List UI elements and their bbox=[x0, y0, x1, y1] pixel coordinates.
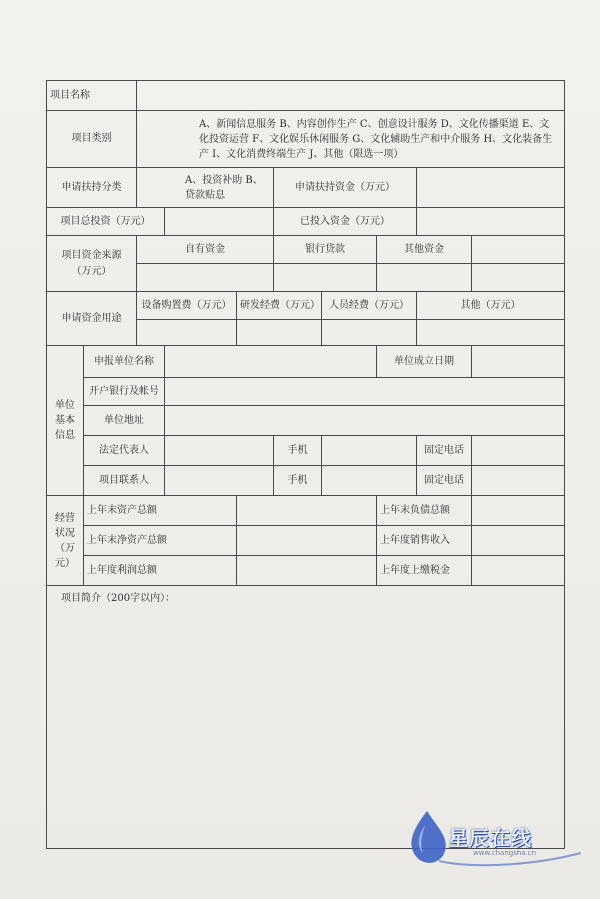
row-address bbox=[47, 406, 565, 436]
net-assets-field[interactable] bbox=[237, 526, 377, 556]
contact-mobile-label: 手机 bbox=[274, 466, 322, 496]
fund-source-spare-cell bbox=[472, 264, 565, 292]
sales-income-field[interactable] bbox=[472, 526, 565, 556]
total-assets-label: 上年末资产总额 bbox=[84, 496, 237, 526]
fund-use-col-personnel: 人员经费（万元） bbox=[322, 292, 417, 320]
address-label: 单位地址 bbox=[84, 406, 165, 436]
tax-paid-label: 上年度上缴税金 bbox=[377, 556, 472, 586]
fund-source-col-other: 其他资金 bbox=[377, 236, 472, 264]
total-investment-label: 项目总投资（万元） bbox=[47, 208, 165, 236]
bank-label: 开户银行及帐号 bbox=[84, 378, 165, 406]
net-assets-label: 上年末净资产总额 bbox=[84, 526, 237, 556]
fund-other-field[interactable] bbox=[377, 264, 472, 292]
fund-own-field[interactable] bbox=[137, 264, 274, 292]
sales-income-label: 上年度销售收入 bbox=[377, 526, 472, 556]
fund-equipment-field[interactable] bbox=[137, 320, 237, 346]
bank-field[interactable] bbox=[165, 378, 565, 406]
fund-use-col-other: 其他（万元） bbox=[417, 292, 565, 320]
fund-use-col-rnd: 研发经费（万元） bbox=[237, 292, 322, 320]
project-category-options[interactable]: A、新闻信息服务 B、内容创作生产 C、创意设计服务 D、文化传播渠道 E、文化投资运营 F、文化娱乐休闲服务 G、文化辅助生产和中介服务 H、文化装备生产 I、文化消费终端生产 J、其他（限选一项） bbox=[137, 111, 565, 168]
fund-source-label: 项目资金来源（万元） bbox=[47, 236, 137, 292]
fund-source-spare-cell bbox=[472, 236, 565, 264]
total-liabilities-label: 上年末负债总额 bbox=[377, 496, 472, 526]
fund-source-col-bank: 银行贷款 bbox=[274, 236, 377, 264]
contact-phone-label: 固定电话 bbox=[417, 466, 472, 496]
legal-rep-phone-field[interactable] bbox=[472, 436, 565, 466]
contact-phone-field[interactable] bbox=[472, 466, 565, 496]
total-assets-field[interactable] bbox=[237, 496, 377, 526]
legal-rep-field[interactable] bbox=[165, 436, 274, 466]
fund-bank-field[interactable] bbox=[274, 264, 377, 292]
row-fund-use-header bbox=[47, 292, 565, 320]
applicant-label: 申报单位名称 bbox=[84, 346, 165, 378]
row-total-investment bbox=[47, 208, 565, 236]
total-profit-field[interactable] bbox=[237, 556, 377, 586]
established-label: 单位成立日期 bbox=[377, 346, 472, 378]
invested-label: 已投入资金（万元） bbox=[274, 208, 417, 236]
fund-rnd-field[interactable] bbox=[237, 320, 322, 346]
contact-label: 项目联系人 bbox=[84, 466, 165, 496]
total-profit-label: 上年度利润总额 bbox=[84, 556, 237, 586]
total-investment-field[interactable] bbox=[165, 208, 274, 236]
contact-field[interactable] bbox=[165, 466, 274, 496]
watermark-brand: 星辰在线 bbox=[448, 826, 532, 850]
address-field[interactable] bbox=[165, 406, 565, 436]
fund-personnel-field[interactable] bbox=[322, 320, 417, 346]
support-fund-field[interactable] bbox=[417, 168, 565, 208]
row-assets bbox=[47, 496, 565, 526]
legal-rep-phone-label: 固定电话 bbox=[417, 436, 472, 466]
established-field[interactable] bbox=[472, 346, 565, 378]
contact-mobile-field[interactable] bbox=[322, 466, 417, 496]
row-contact bbox=[47, 466, 565, 496]
operation-label: 经营状况（万元） bbox=[47, 496, 84, 586]
project-name-label: 项目名称 bbox=[47, 81, 137, 111]
unit-info-label: 单位基本信息 bbox=[47, 346, 84, 496]
row-bank bbox=[47, 378, 565, 406]
project-name-field[interactable] bbox=[137, 81, 565, 111]
row-legal-rep bbox=[47, 436, 565, 466]
support-type-options[interactable]: A、投资补助 B、贷款贴息 bbox=[137, 168, 274, 208]
row-fund-source-header bbox=[47, 236, 565, 264]
row-support-type bbox=[47, 168, 565, 208]
applicant-field[interactable] bbox=[165, 346, 377, 378]
row-project-name bbox=[47, 81, 565, 111]
watermark-url: www.changsha.cn bbox=[473, 849, 537, 857]
legal-rep-mobile-field[interactable] bbox=[322, 436, 417, 466]
support-type-label: 申请扶持分类 bbox=[47, 168, 137, 208]
summary-label: 项目简介（200字以内）： bbox=[61, 593, 176, 604]
invested-field[interactable] bbox=[417, 208, 565, 236]
row-project-category bbox=[47, 111, 565, 168]
row-profit bbox=[47, 556, 565, 586]
tax-paid-field[interactable] bbox=[472, 556, 565, 586]
legal-rep-label: 法定代表人 bbox=[84, 436, 165, 466]
application-form-table bbox=[46, 80, 565, 849]
support-fund-label: 申请扶持资金（万元） bbox=[274, 168, 417, 208]
fund-use-col-equipment: 设备购置费（万元） bbox=[137, 292, 237, 320]
fund-other-use-field[interactable] bbox=[417, 320, 565, 346]
row-applicant bbox=[47, 346, 565, 378]
fund-source-col-own: 自有资金 bbox=[137, 236, 274, 264]
row-net-assets bbox=[47, 526, 565, 556]
legal-rep-mobile-label: 手机 bbox=[274, 436, 322, 466]
total-liabilities-field[interactable] bbox=[472, 496, 565, 526]
project-category-label: 项目类别 bbox=[47, 111, 137, 168]
fund-use-label: 申请资金用途 bbox=[47, 292, 137, 346]
